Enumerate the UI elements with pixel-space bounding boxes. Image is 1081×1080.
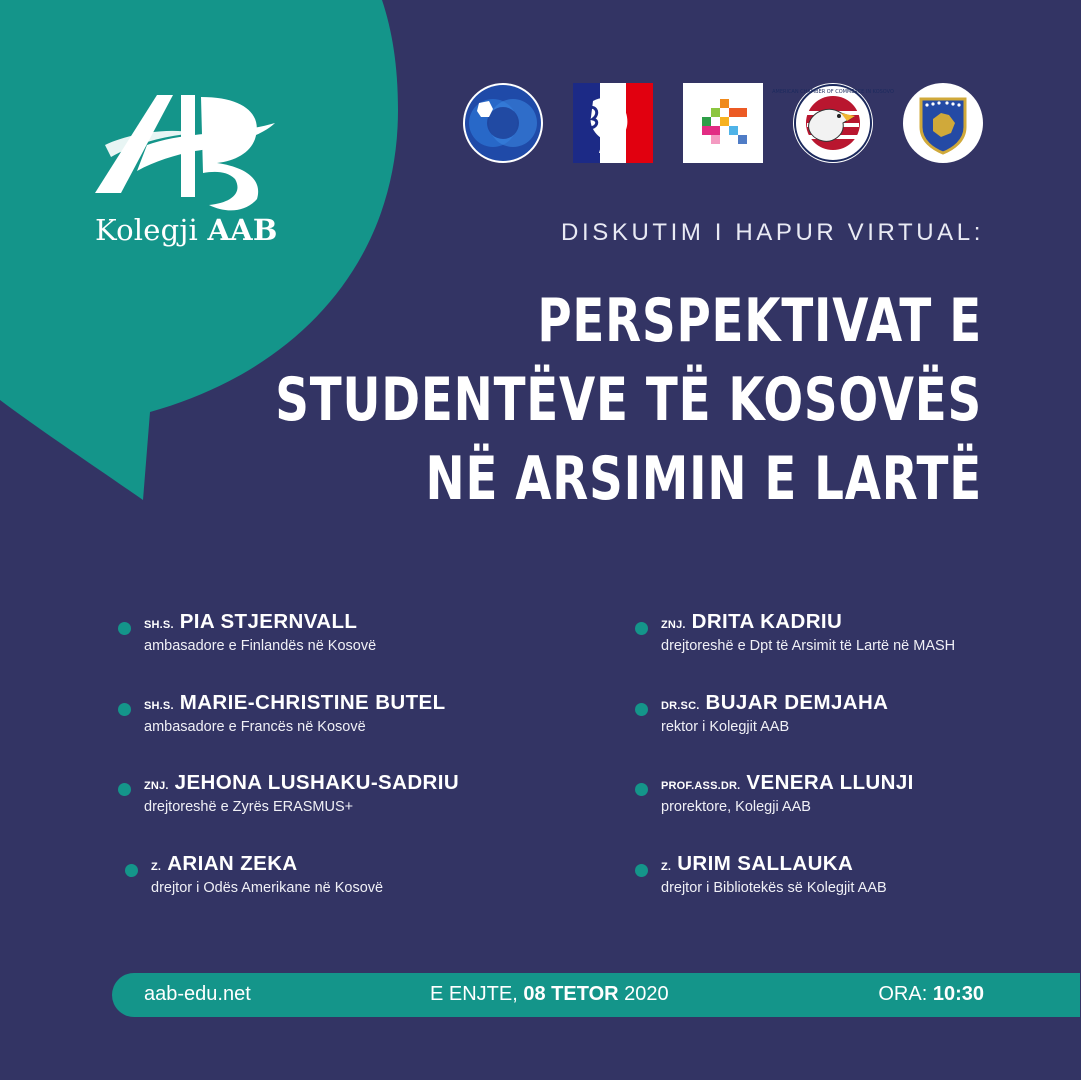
speaker-name: BUJAR DEMJAHA	[705, 691, 889, 714]
event-subtitle: DISKUTIM I HAPUR VIRTUAL:	[561, 219, 984, 246]
bullet-dot	[125, 864, 138, 877]
speaker-name: JEHONA LUSHAKU-SADRIU	[174, 771, 460, 794]
speaker-role: ambasadore e Finlandës në Kosovë	[144, 638, 377, 654]
bullet-dot	[635, 864, 648, 877]
website-link[interactable]: aab-edu.net	[144, 983, 251, 1005]
event-date: E ENJTE, 08 TETOR 2020	[430, 983, 669, 1005]
speaker-honorific: ZNJ.	[661, 619, 686, 631]
bullet-dot	[118, 783, 131, 796]
amcham-seal-text: AMERICAN CHAMBER OF COMMERCE IN KOSOVO	[772, 89, 894, 95]
speaker-role: rektor i Kolegjit AAB	[661, 719, 790, 735]
speaker-item	[661, 610, 1081, 655]
title-line: STUDENTËVE TË KOSOVËS	[275, 365, 982, 435]
speaker-item	[661, 771, 1081, 816]
speaker-honorific: SH.S.	[144, 619, 174, 631]
speaker-honorific: Z.	[151, 861, 162, 873]
speaker-name: VENERA LLUNJI	[746, 771, 914, 794]
speaker-name: MARIE-CHRISTINE BUTEL	[179, 691, 446, 714]
speaker-name: DRITA KADRIU	[691, 610, 843, 633]
speaker-name: PIA STJERNVALL	[179, 610, 358, 633]
speaker-role: drejtor i Odës Amerikane në Kosovë	[151, 880, 384, 896]
speaker-name: URIM SALLAUKA	[677, 852, 854, 875]
speaker-honorific: PROF.ASS.DR.	[661, 780, 741, 792]
bullet-dot	[635, 622, 648, 635]
speaker-honorific: DR.SC.	[661, 700, 700, 712]
bullet-dot	[118, 703, 131, 716]
speaker-item	[151, 852, 571, 897]
speaker-item	[144, 771, 564, 816]
speaker-honorific: Z.	[661, 861, 672, 873]
speaker-role: ambasadore e Francës në Kosovë	[144, 719, 366, 735]
speaker-name: ARIAN ZEKA	[167, 852, 298, 875]
speaker-role: drejtor i Bibliotekës së Kolegjit AAB	[661, 880, 887, 896]
speaker-item	[144, 691, 564, 736]
bullet-dot	[118, 622, 131, 635]
title-line: PERSPEKTIVAT E	[537, 286, 982, 356]
title-line: NË ARSIMIN E LARTË	[425, 444, 982, 514]
bullet-dot	[635, 783, 648, 796]
speaker-item	[144, 610, 564, 655]
speaker-role: prorektore, Kolegji AAB	[661, 799, 811, 815]
speaker-item	[661, 852, 1081, 897]
logo-wordmark: Kolegji AAB	[95, 213, 278, 247]
speaker-honorific: ZNJ.	[144, 780, 169, 792]
bullet-dot	[635, 703, 648, 716]
event-time: ORA: 10:30	[878, 983, 984, 1005]
speaker-role: drejtoreshë e Zyrës ERASMUS+	[144, 799, 354, 815]
event-info-bar	[112, 973, 1080, 1017]
speaker-item	[661, 691, 1081, 736]
speaker-honorific: SH.S.	[144, 700, 174, 712]
speaker-role: drejtoreshë e Dpt të Arsimit të Lartë në MASH	[661, 638, 956, 654]
